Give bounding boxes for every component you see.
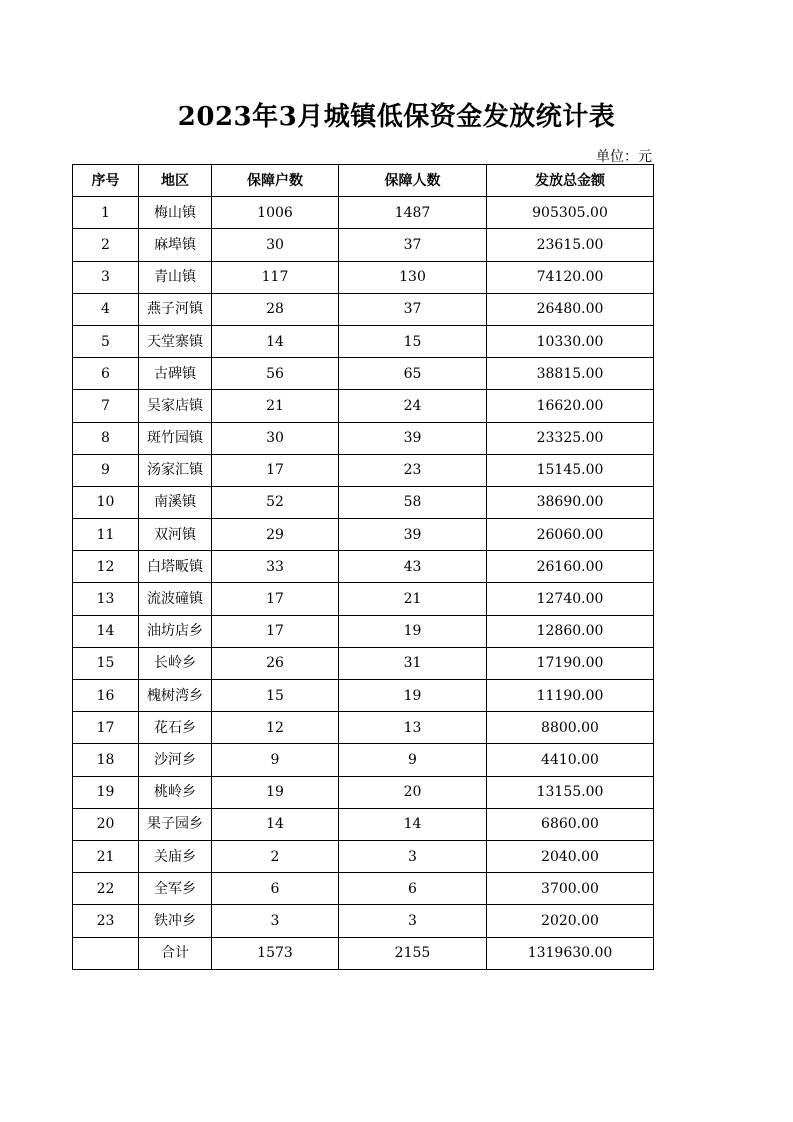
households-cell: 30 <box>212 229 339 261</box>
table-row <box>73 293 654 325</box>
area-cell: 关庙乡 <box>139 840 212 872</box>
serial-cell: 17 <box>73 712 139 744</box>
persons-cell: 9 <box>339 744 487 776</box>
persons-cell: 14 <box>339 808 487 840</box>
households-cell: 14 <box>212 325 339 357</box>
serial-cell: 20 <box>73 808 139 840</box>
persons-cell: 58 <box>339 486 487 518</box>
area-cell: 南溪镇 <box>139 486 212 518</box>
amount-cell: 38815.00 <box>487 358 654 390</box>
amount-cell: 23325.00 <box>487 422 654 454</box>
table-row <box>73 712 654 744</box>
households-cell: 21 <box>212 390 339 422</box>
persons-cell: 43 <box>339 551 487 583</box>
households-cell: 29 <box>212 519 339 551</box>
area-cell: 斑竹园镇 <box>139 422 212 454</box>
persons-cell: 3 <box>339 840 487 872</box>
households-cell: 56 <box>212 358 339 390</box>
serial-cell: 4 <box>73 293 139 325</box>
table-row <box>73 776 654 808</box>
households-cell: 52 <box>212 486 339 518</box>
persons-cell: 37 <box>339 229 487 261</box>
serial-cell: 18 <box>73 744 139 776</box>
table-body <box>73 197 654 937</box>
area-cell: 流波䃥镇 <box>139 583 212 615</box>
amount-cell: 11190.00 <box>487 680 654 712</box>
households-cell: 117 <box>212 261 339 293</box>
serial-cell: 9 <box>73 454 139 486</box>
table-row <box>73 325 654 357</box>
table-row <box>73 680 654 712</box>
header-row <box>73 165 654 197</box>
serial-cell: 11 <box>73 519 139 551</box>
households-cell: 30 <box>212 422 339 454</box>
header-serial: 序号 <box>73 165 139 197</box>
total-label-cell: 合计 <box>139 937 212 969</box>
area-cell: 果子园乡 <box>139 808 212 840</box>
amount-cell: 13155.00 <box>487 776 654 808</box>
area-cell: 全军乡 <box>139 873 212 905</box>
persons-cell: 1487 <box>339 197 487 229</box>
page-title: 2023年3月城镇低保资金发放统计表 <box>177 102 616 132</box>
serial-cell: 10 <box>73 486 139 518</box>
amount-cell: 26160.00 <box>487 551 654 583</box>
table-row <box>73 873 654 905</box>
persons-cell: 15 <box>339 325 487 357</box>
area-cell: 汤家汇镇 <box>139 454 212 486</box>
area-cell: 青山镇 <box>139 261 212 293</box>
area-cell: 油坊店乡 <box>139 615 212 647</box>
unit-label: 单位：元 <box>596 149 652 165</box>
table-row <box>73 358 654 390</box>
amount-cell: 12860.00 <box>487 615 654 647</box>
persons-cell: 19 <box>339 680 487 712</box>
persons-cell: 19 <box>339 615 487 647</box>
serial-cell: 2 <box>73 229 139 261</box>
table-row <box>73 229 654 261</box>
households-cell: 19 <box>212 776 339 808</box>
persons-cell: 3 <box>339 905 487 937</box>
amount-cell: 23615.00 <box>487 229 654 261</box>
households-cell: 14 <box>212 808 339 840</box>
table-row <box>73 454 654 486</box>
amount-cell: 10330.00 <box>487 325 654 357</box>
header-persons: 保障人数 <box>339 165 487 197</box>
header-area: 地区 <box>139 165 212 197</box>
households-cell: 1006 <box>212 197 339 229</box>
persons-cell: 39 <box>339 422 487 454</box>
table-row <box>73 197 654 229</box>
area-cell: 古碑镇 <box>139 358 212 390</box>
serial-cell: 19 <box>73 776 139 808</box>
serial-cell: 22 <box>73 873 139 905</box>
serial-cell: 6 <box>73 358 139 390</box>
serial-cell: 5 <box>73 325 139 357</box>
area-cell: 天堂寨镇 <box>139 325 212 357</box>
area-cell: 花石乡 <box>139 712 212 744</box>
serial-cell: 12 <box>73 551 139 583</box>
households-cell: 3 <box>212 905 339 937</box>
persons-cell: 24 <box>339 390 487 422</box>
amount-cell: 3700.00 <box>487 873 654 905</box>
area-cell: 麻埠镇 <box>139 229 212 261</box>
area-cell: 梅山镇 <box>139 197 212 229</box>
total-households-cell: 1573 <box>212 937 339 969</box>
serial-cell: 1 <box>73 197 139 229</box>
amount-cell: 6860.00 <box>487 808 654 840</box>
table-row <box>73 905 654 937</box>
table-row <box>73 551 654 583</box>
serial-cell: 8 <box>73 422 139 454</box>
amount-cell: 8800.00 <box>487 712 654 744</box>
amount-cell: 2020.00 <box>487 905 654 937</box>
table-row <box>73 808 654 840</box>
serial-cell: 7 <box>73 390 139 422</box>
persons-cell: 20 <box>339 776 487 808</box>
amount-cell: 15145.00 <box>487 454 654 486</box>
statistics-table <box>72 164 654 970</box>
amount-cell: 2040.00 <box>487 840 654 872</box>
header-amount: 发放总金额 <box>487 165 654 197</box>
area-cell: 铁冲乡 <box>139 905 212 937</box>
households-cell: 26 <box>212 647 339 679</box>
households-cell: 15 <box>212 680 339 712</box>
total-row <box>73 937 654 969</box>
serial-cell: 3 <box>73 261 139 293</box>
serial-cell: 21 <box>73 840 139 872</box>
table-row <box>73 647 654 679</box>
area-cell: 桃岭乡 <box>139 776 212 808</box>
table-row <box>73 840 654 872</box>
table-row <box>73 486 654 518</box>
persons-cell: 23 <box>339 454 487 486</box>
serial-cell: 13 <box>73 583 139 615</box>
persons-cell: 37 <box>339 293 487 325</box>
households-cell: 17 <box>212 454 339 486</box>
table-row <box>73 615 654 647</box>
amount-cell: 26060.00 <box>487 519 654 551</box>
amount-cell: 17190.00 <box>487 647 654 679</box>
persons-cell: 31 <box>339 647 487 679</box>
area-cell: 双河镇 <box>139 519 212 551</box>
total-persons-cell: 2155 <box>339 937 487 969</box>
households-cell: 33 <box>212 551 339 583</box>
header-households: 保障户数 <box>212 165 339 197</box>
total-amount-cell: 1319630.00 <box>487 937 654 969</box>
table-row <box>73 390 654 422</box>
amount-cell: 26480.00 <box>487 293 654 325</box>
area-cell: 长岭乡 <box>139 647 212 679</box>
serial-cell: 14 <box>73 615 139 647</box>
table-row <box>73 261 654 293</box>
amount-cell: 12740.00 <box>487 583 654 615</box>
households-cell: 2 <box>212 840 339 872</box>
households-cell: 28 <box>212 293 339 325</box>
persons-cell: 39 <box>339 519 487 551</box>
amount-cell: 905305.00 <box>487 197 654 229</box>
area-cell: 沙河乡 <box>139 744 212 776</box>
persons-cell: 130 <box>339 261 487 293</box>
area-cell: 槐树湾乡 <box>139 680 212 712</box>
amount-cell: 4410.00 <box>487 744 654 776</box>
households-cell: 9 <box>212 744 339 776</box>
amount-cell: 74120.00 <box>487 261 654 293</box>
persons-cell: 21 <box>339 583 487 615</box>
area-cell: 吴家店镇 <box>139 390 212 422</box>
total-serial-cell <box>73 937 139 969</box>
serial-cell: 23 <box>73 905 139 937</box>
amount-cell: 38690.00 <box>487 486 654 518</box>
households-cell: 17 <box>212 615 339 647</box>
area-cell: 燕子河镇 <box>139 293 212 325</box>
table-row <box>73 519 654 551</box>
persons-cell: 65 <box>339 358 487 390</box>
table-row <box>73 422 654 454</box>
persons-cell: 6 <box>339 873 487 905</box>
serial-cell: 15 <box>73 647 139 679</box>
serial-cell: 16 <box>73 680 139 712</box>
area-cell: 白塔畈镇 <box>139 551 212 583</box>
households-cell: 12 <box>212 712 339 744</box>
households-cell: 6 <box>212 873 339 905</box>
table-row <box>73 583 654 615</box>
table-row <box>73 744 654 776</box>
households-cell: 17 <box>212 583 339 615</box>
amount-cell: 16620.00 <box>487 390 654 422</box>
persons-cell: 13 <box>339 712 487 744</box>
